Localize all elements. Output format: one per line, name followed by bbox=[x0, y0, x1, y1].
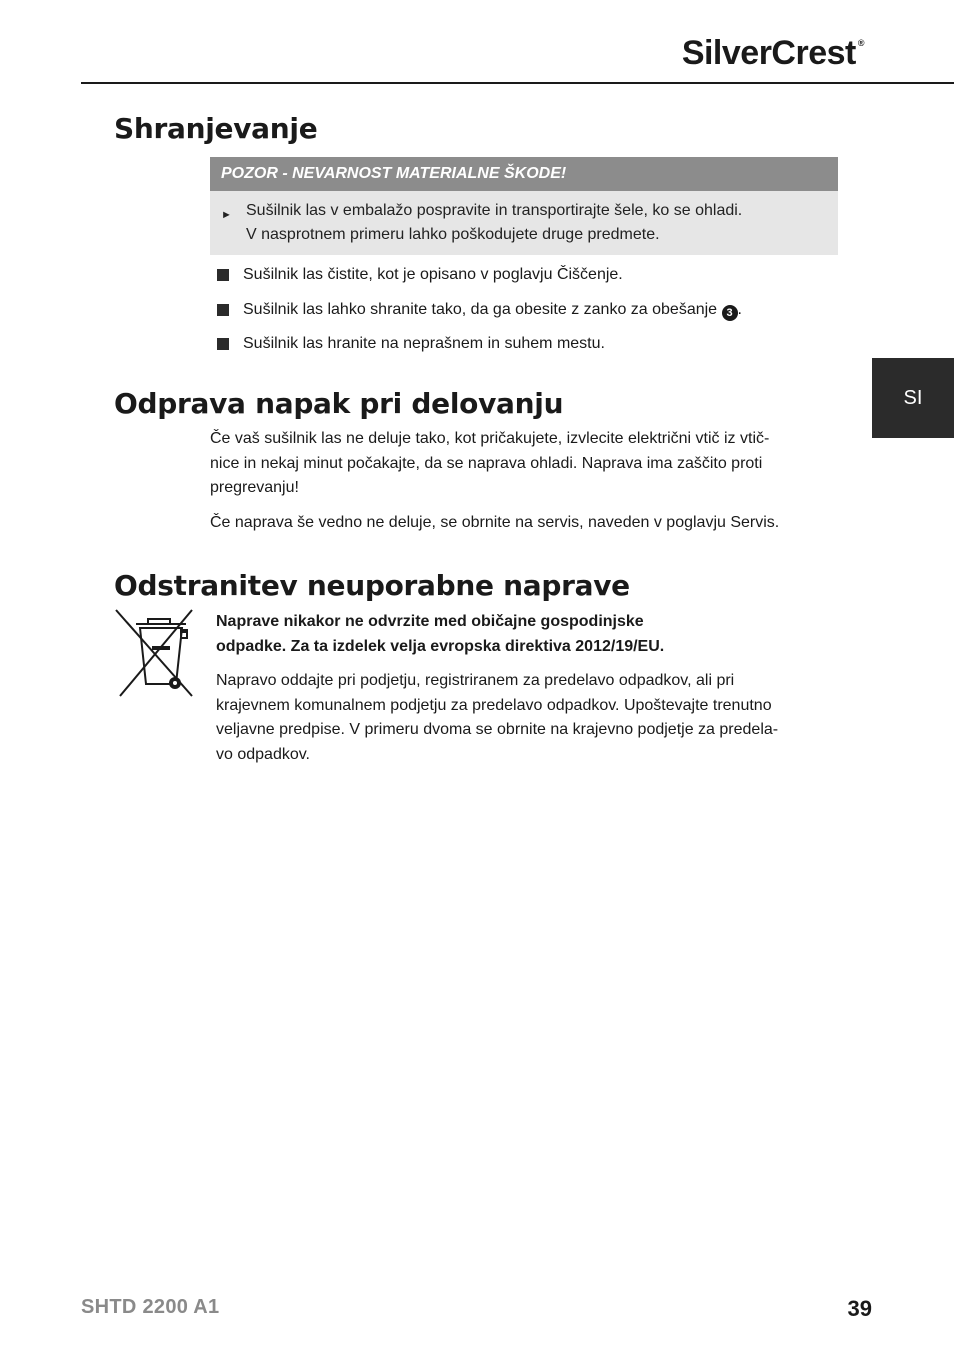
page-number: 39 bbox=[847, 1296, 872, 1321]
heading-disposal: Odstranitev neuporabne naprave bbox=[114, 569, 630, 602]
text-line: pregrevanju! bbox=[210, 479, 299, 496]
disposal-warning bbox=[216, 610, 840, 659]
troubleshooting-paragraph-1 bbox=[210, 427, 840, 501]
language-tab-label: SI bbox=[903, 386, 923, 409]
list-item bbox=[216, 297, 836, 332]
crossed-out-wheelie-bin-icon bbox=[114, 606, 194, 698]
square-bullet-icon bbox=[217, 338, 229, 350]
heading-troubleshooting: Odprava napak pri delovanju bbox=[114, 387, 564, 420]
text-line: vo odpadkov. bbox=[216, 745, 310, 763]
text-line: Naprave nikakor ne odvrzite med običajne gospodinjske bbox=[216, 613, 644, 630]
warning-body bbox=[210, 191, 838, 247]
warning-line: V nasprotnem primeru lahko poškodujete druge predmete. bbox=[246, 226, 660, 243]
text-line: Napravo oddajte pri podjetju, registriranem za predelavo odpadkov, ali pri bbox=[216, 672, 735, 689]
footer-model: SHTD 2200 A1 bbox=[81, 1296, 220, 1318]
brand-name: SilverCrest bbox=[681, 34, 856, 72]
text-line: odpadke. Za ta izdelek velja evropska direktiva 2012/19/EU. bbox=[216, 637, 665, 655]
part-number-badge: 3 bbox=[722, 305, 738, 321]
heading-storage: Shranjevanje bbox=[114, 112, 318, 145]
list-item-text: Sušilnik las čistite, kot je opisano v poglavju Čiščenje. bbox=[243, 266, 623, 283]
disposal-paragraph bbox=[216, 669, 840, 767]
list-item bbox=[216, 331, 836, 366]
brand-logo bbox=[682, 34, 864, 73]
list-item bbox=[216, 262, 836, 297]
list-item-punctuation: . bbox=[737, 300, 742, 318]
list-item-text: Sušilnik las hranite na neprašnem in suhem mestu. bbox=[243, 335, 605, 352]
square-bullet-icon bbox=[217, 269, 229, 281]
list-item-text: Sušilnik las lahko shranite tako, da ga obesite z zanko za obešanje bbox=[243, 300, 718, 318]
warning-line: Sušilnik las v embalažo pospravite in transportirajte šele, ko se ohladi. bbox=[246, 202, 743, 219]
language-tab bbox=[872, 358, 954, 438]
text-line: krajevnem komunalnem podjetju za predelavo odpadkov. Upoštevajte trenutno bbox=[216, 696, 772, 714]
square-bullet-icon bbox=[217, 304, 229, 316]
warning-box bbox=[210, 157, 838, 255]
troubleshooting-paragraph-2: Če naprava še vedno ne deluje, se obrnite na servis, naveden v poglavju Servis. bbox=[210, 514, 780, 531]
header-rule bbox=[81, 82, 954, 84]
text-line: Če vaš sušilnik las ne deluje tako, kot pričakujete, izvlecite električni vtič iz vtič- bbox=[210, 430, 770, 447]
text-line: veljavne predpise. V primeru dvoma se obrnite na krajevno podjetje za predela- bbox=[216, 721, 779, 738]
registered-mark: ® bbox=[857, 38, 864, 48]
text-line: nice in nekaj minut počakajte, da se naprava ohladi. Naprava ima zaščito proti bbox=[210, 454, 763, 472]
warning-title: POZOR - NEVARNOST MATERIALNE ŠKODE! bbox=[210, 157, 838, 191]
arrow-right-icon: ► bbox=[221, 209, 232, 221]
storage-bullet-list bbox=[216, 262, 836, 366]
